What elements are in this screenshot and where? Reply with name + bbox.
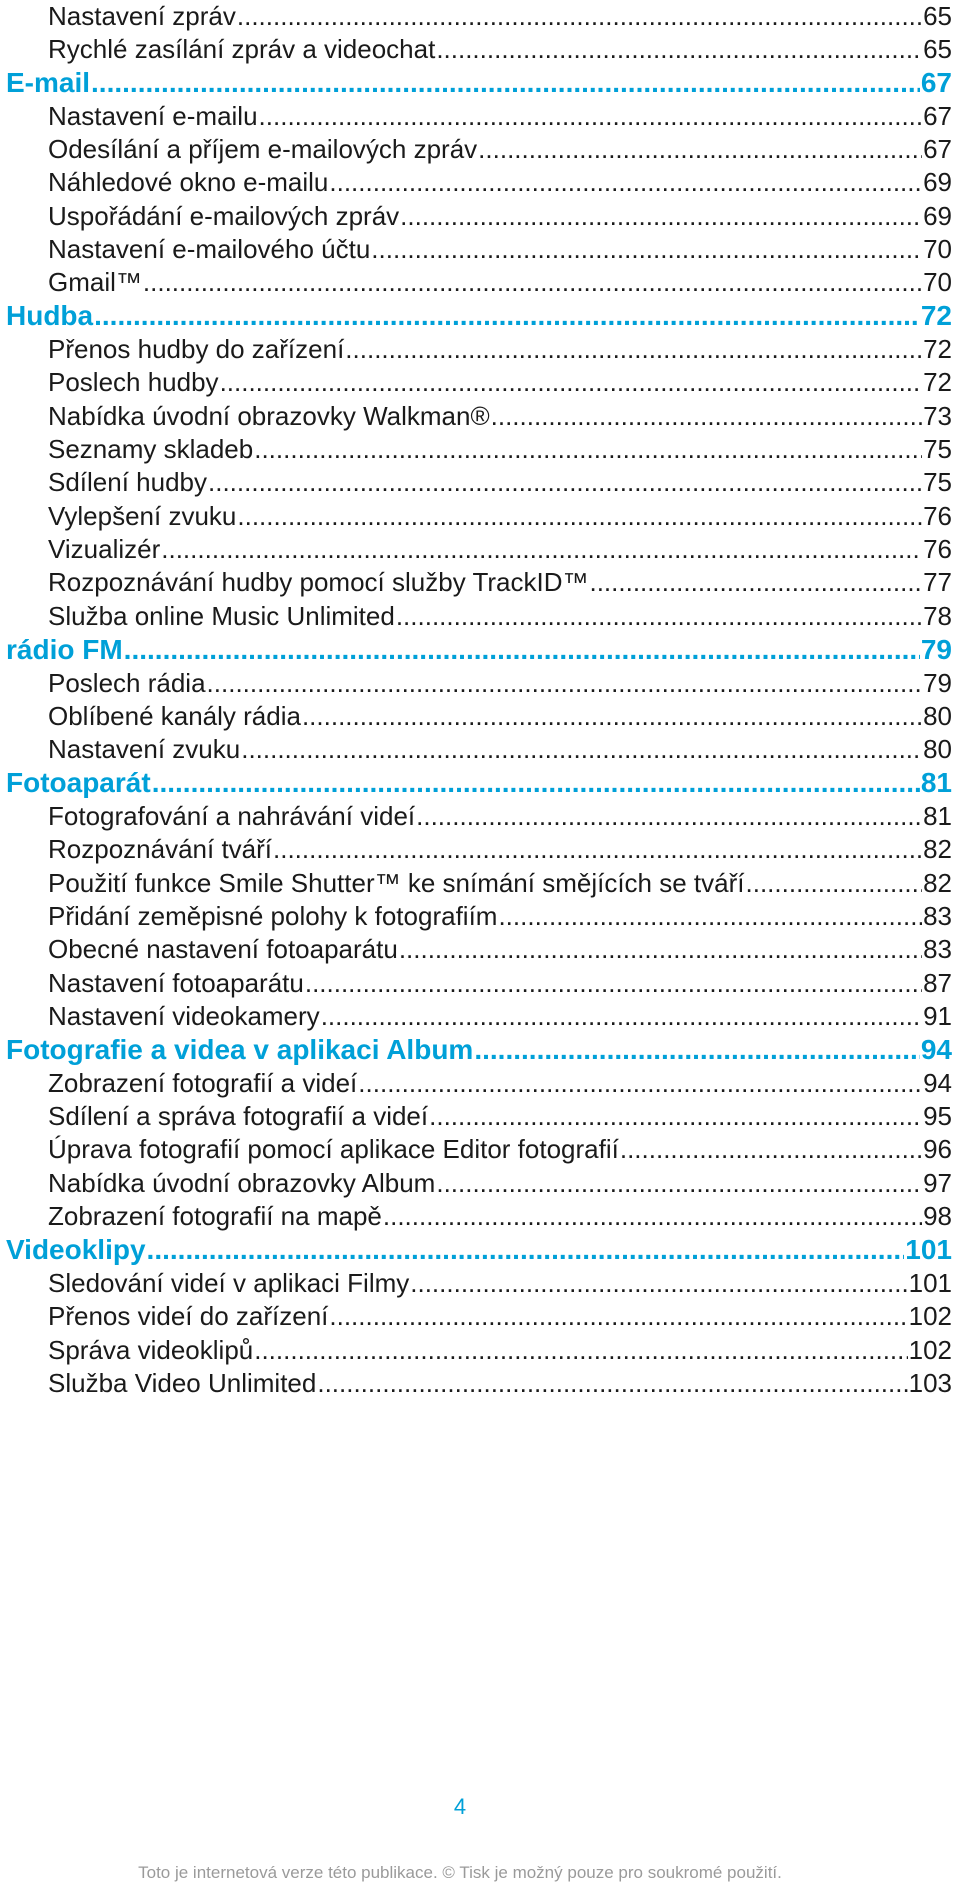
toc-entry-page: 94 bbox=[920, 1033, 952, 1065]
toc-entry-page: 69 bbox=[923, 200, 952, 231]
toc-dot-leader bbox=[620, 1134, 922, 1165]
toc-entry-title: Obecné nastavení fotoaparátu bbox=[48, 934, 398, 965]
toc-entry-title: rádio FM bbox=[6, 633, 123, 665]
toc-dot-leader bbox=[589, 567, 922, 598]
toc-entry-title: Uspořádání e-mailových zpráv bbox=[48, 200, 400, 231]
toc-entry-title: Videoklipy bbox=[6, 1233, 146, 1265]
toc-entry-title: Hudba bbox=[6, 300, 94, 332]
toc-dot-leader bbox=[305, 968, 922, 999]
toc-entry-page: 72 bbox=[923, 367, 952, 398]
toc-dot-leader bbox=[124, 634, 920, 666]
toc-dot-leader bbox=[436, 1168, 922, 1199]
toc-entry-title: Sdílení hudby bbox=[48, 467, 208, 498]
toc-dot-leader bbox=[237, 501, 922, 532]
toc-entry-title: Sledování videí v aplikaci Filmy bbox=[48, 1267, 410, 1298]
toc-dot-leader bbox=[321, 1001, 922, 1032]
toc-entry-page: 76 bbox=[923, 534, 952, 565]
toc-entry-page: 81 bbox=[920, 767, 952, 799]
toc-dot-leader bbox=[237, 1, 922, 32]
toc-entry-page: 70 bbox=[923, 233, 952, 264]
toc-dot-leader bbox=[143, 267, 922, 298]
toc-entry-page: 72 bbox=[920, 300, 952, 332]
toc-entry-title: Přenos hudby do zařízení bbox=[48, 334, 345, 364]
toc-entry-page: 95 bbox=[923, 1101, 952, 1132]
toc-dot-leader bbox=[478, 134, 922, 165]
toc-entry-page: 101 bbox=[905, 1233, 952, 1265]
toc-dot-leader bbox=[329, 167, 922, 198]
toc-dot-leader bbox=[416, 801, 922, 832]
toc-entry-title: Nastavení e-mailového účtu bbox=[48, 233, 371, 264]
toc-entry-page: 67 bbox=[920, 66, 952, 98]
toc-entry-title: Gmail™ bbox=[48, 267, 142, 298]
toc-dot-leader bbox=[429, 1101, 922, 1132]
toc-entry-title: Fotoaparát bbox=[6, 767, 151, 799]
toc-dot-leader bbox=[254, 434, 922, 465]
toc-entry-title: Rozpoznávání hudby pomocí služby TrackID™ bbox=[48, 567, 589, 598]
toc-entry-page: 83 bbox=[923, 934, 952, 965]
footer-note: Toto je internetová verze této publikace. © Tisk je možný pouze pro soukromé použití. bbox=[138, 1863, 782, 1882]
toc-dot-leader bbox=[399, 934, 922, 965]
toc-entry-title: Poslech rádia bbox=[48, 667, 206, 698]
toc-entry-page: 83 bbox=[923, 900, 952, 931]
toc-dot-leader bbox=[358, 1068, 922, 1099]
toc-entry-title: Přenos videí do zařízení bbox=[48, 1301, 329, 1332]
toc-entry-title: Fotografování a nahrávání videí bbox=[48, 800, 416, 831]
toc-dot-leader bbox=[220, 367, 923, 398]
toc-dot-leader bbox=[371, 234, 922, 265]
toc-entry-page: 65 bbox=[923, 0, 952, 31]
toc-entry-title: Služba online Music Unlimited bbox=[48, 600, 395, 631]
toc-entry-title: Nastavení zvuku bbox=[48, 734, 241, 765]
toc-entry-title: Odesílání a příjem e-mailových zpráv bbox=[48, 133, 478, 164]
toc-entry-page: 87 bbox=[923, 967, 952, 998]
toc-dot-leader bbox=[396, 601, 922, 632]
toc-entry-page: 103 bbox=[908, 1367, 952, 1398]
toc-entry-title: Seznamy skladeb bbox=[48, 434, 254, 465]
toc-entry-title: Nastavení videokamery bbox=[48, 1001, 320, 1031]
page-number: 4 bbox=[453, 1794, 467, 1819]
toc-entry-page: 70 bbox=[923, 267, 952, 298]
toc-dot-leader bbox=[152, 767, 920, 799]
toc-entry-page: 78 bbox=[923, 600, 952, 631]
toc-entry-page: 80 bbox=[923, 734, 952, 765]
toc-entry-page: 67 bbox=[923, 133, 952, 164]
toc-entry-title: Nabídka úvodní obrazovky Album bbox=[48, 1167, 436, 1198]
toc-entry-title: Nabídka úvodní obrazovky Walkman® bbox=[48, 400, 490, 431]
toc-entry-page: 82 bbox=[923, 834, 952, 865]
toc-entry-title: Vizualizér bbox=[48, 534, 161, 565]
toc-dot-leader bbox=[498, 901, 922, 932]
toc-entry-title: E-mail bbox=[6, 66, 91, 98]
toc-entry-page: 72 bbox=[923, 334, 952, 364]
toc-dot-leader bbox=[254, 1335, 907, 1366]
toc-entry-page: 94 bbox=[923, 1067, 952, 1098]
toc-dot-leader bbox=[94, 300, 920, 332]
toc-dot-leader bbox=[207, 668, 923, 699]
toc-entry-page: 73 bbox=[923, 400, 952, 431]
toc-entry-page: 102 bbox=[908, 1334, 952, 1365]
toc-entry-page: 67 bbox=[923, 100, 952, 131]
toc-dot-leader bbox=[317, 1368, 907, 1399]
toc-entry-page: 75 bbox=[923, 434, 952, 465]
toc-dot-leader bbox=[91, 67, 920, 99]
toc-entry-page: 80 bbox=[923, 700, 952, 731]
toc-entry-title: Oblíbené kanály rádia bbox=[48, 700, 301, 731]
toc-entry-page: 82 bbox=[923, 867, 952, 898]
toc-entry-page: 77 bbox=[923, 567, 952, 598]
toc-dot-leader bbox=[147, 1234, 905, 1266]
toc-entry-page: 76 bbox=[923, 500, 952, 531]
toc-entry-page: 81 bbox=[923, 800, 952, 831]
toc-entry-title: Nastavení e-mailu bbox=[48, 100, 258, 131]
toc-entry-page: 101 bbox=[908, 1267, 952, 1298]
toc-dot-leader bbox=[474, 1034, 920, 1066]
toc-dot-leader bbox=[241, 734, 922, 765]
toc-entry-title: Přidání zeměpisné polohy k fotografiím bbox=[48, 900, 498, 931]
toc-entry-title: Úprava fotografií pomocí aplikace Editor fotografií bbox=[48, 1134, 619, 1165]
toc-entry-title: Poslech hudby bbox=[48, 367, 219, 398]
toc-entry-title: Rozpoznávání tváří bbox=[48, 834, 273, 865]
toc-entry-page: 96 bbox=[923, 1134, 952, 1165]
toc-entry-title: Zobrazení fotografií a videí bbox=[48, 1067, 358, 1098]
toc-dot-leader bbox=[161, 534, 922, 565]
toc-dot-leader bbox=[345, 334, 922, 365]
toc-entry-page: 102 bbox=[908, 1301, 952, 1332]
toc-dot-leader bbox=[329, 1301, 907, 1332]
toc-entry-title: Sdílení a správa fotografií a videí bbox=[48, 1101, 429, 1132]
toc-entry-page: 65 bbox=[923, 33, 952, 64]
toc-dot-leader bbox=[208, 467, 922, 498]
toc-dot-leader bbox=[259, 101, 923, 132]
toc-dot-leader bbox=[383, 1201, 922, 1232]
toc-entry-title: Služba Video Unlimited bbox=[48, 1367, 317, 1398]
toc-dot-leader bbox=[400, 201, 922, 232]
toc-dot-leader bbox=[746, 868, 923, 899]
toc-entry-title: Správa videoklipů bbox=[48, 1334, 254, 1365]
toc-entry[interactable] bbox=[0, 1363, 960, 1403]
toc-entry-title: Náhledové okno e-mailu bbox=[48, 167, 329, 198]
toc-entry-page: 79 bbox=[920, 633, 952, 665]
toc-dot-leader bbox=[410, 1268, 907, 1299]
toc-entry-page: 69 bbox=[923, 167, 952, 198]
toc-entry-title: Použití funkce Smile Shutter™ ke snímání smějících se tváří bbox=[48, 867, 745, 898]
toc-entry-page: 91 bbox=[923, 1001, 952, 1031]
toc-entry-title: Nastavení zpráv bbox=[48, 0, 236, 31]
toc-dot-leader bbox=[491, 401, 922, 432]
toc-dot-leader bbox=[436, 34, 922, 65]
toc-entry-title: Vylepšení zvuku bbox=[48, 500, 237, 531]
toc-entry-page: 97 bbox=[923, 1167, 952, 1198]
toc-dot-leader bbox=[302, 701, 922, 732]
toc-entry-title: Zobrazení fotografií na mapě bbox=[48, 1201, 382, 1232]
toc-entry-page: 75 bbox=[923, 467, 952, 498]
toc-entry-title: Rychlé zasílání zpráv a videochat bbox=[48, 33, 436, 64]
toc-dot-leader bbox=[273, 834, 922, 865]
toc-entry-page: 79 bbox=[923, 667, 952, 698]
toc-entry-title: Nastavení fotoaparátu bbox=[48, 967, 304, 998]
toc-entry-title: Fotografie a videa v aplikaci Album bbox=[6, 1033, 474, 1065]
toc-entry-page: 98 bbox=[923, 1201, 952, 1232]
